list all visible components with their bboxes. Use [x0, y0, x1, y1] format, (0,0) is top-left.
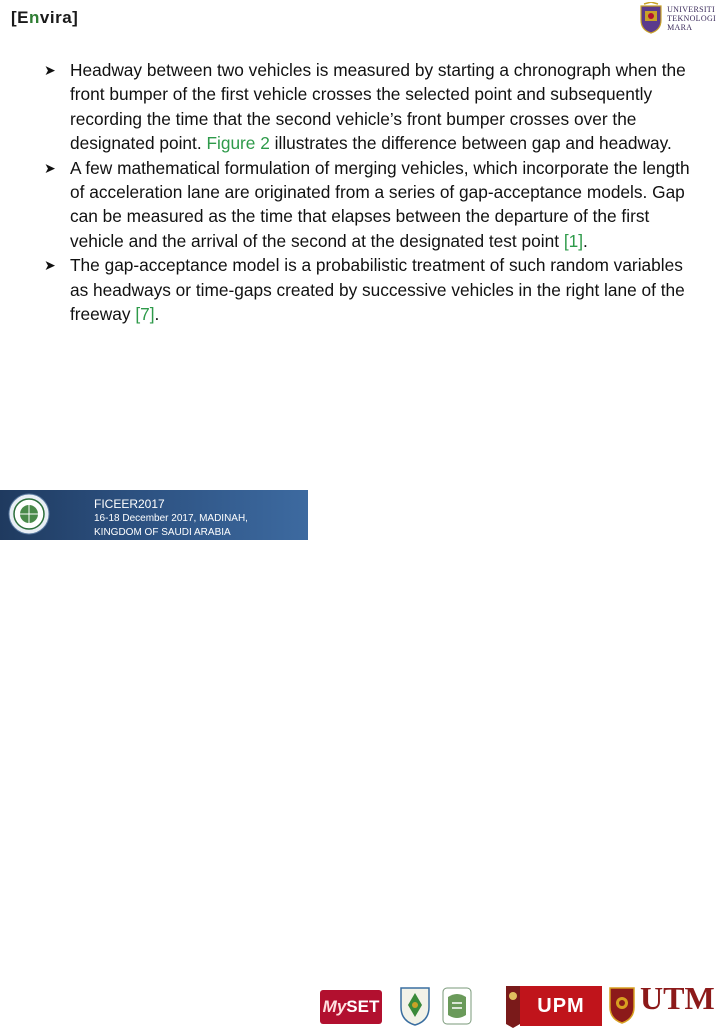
figure-reference-link[interactable]: Figure 2: [206, 133, 270, 154]
uitm-line2: TEKNOLOGI: [667, 13, 716, 23]
myset-logo: [320, 990, 382, 1024]
envira-logo: [11, 8, 78, 28]
logo-text-a: n: [29, 8, 40, 27]
bullet-gap-acceptance: [44, 253, 694, 326]
bullet-text: A few mathematical formulation of merging vehicles, which incorporate the length of acceleration lane are originated from a series of gap-acceptance models. Gap can be measured as the time that elapses between the departure of the first vehicle and the arrival of the second at the designated test point: [70, 157, 690, 251]
myset-my-text: My: [322, 997, 347, 1016]
uitm-logo: [639, 2, 716, 34]
shield-logo-icon: [398, 985, 432, 1027]
bullet-tail: .: [583, 230, 588, 251]
footer: [0, 490, 720, 1017]
bullet-text: The gap-acceptance model is a probabilistic treatment of such random variables as headways or time-gaps created by successive vehicles in the right lane of the freeway: [70, 255, 685, 325]
upm-logo: UPM: [520, 986, 602, 1026]
arrow-bullet-icon: ➤: [44, 159, 56, 176]
bullet-tail: .: [154, 304, 160, 325]
logo-prefix: E: [17, 8, 30, 27]
myset-set-text: SET: [346, 997, 380, 1016]
bullet-merging: [44, 156, 694, 254]
bullet-tail: illustrates the difference between gap and headway.: [269, 133, 672, 154]
utm-logo: UTM: [640, 980, 715, 1016]
footer-conference-band: [0, 490, 308, 540]
citation-link[interactable]: [1]: [563, 230, 584, 251]
uitm-line1: UNIVERSITI: [667, 4, 715, 14]
university-emblem-icon: [440, 985, 474, 1027]
arrow-bullet-icon: ➤: [44, 257, 56, 274]
conference-date-location: 16-18 December 2017, MADINAH, KINGDOM OF SAUDI ARABIA: [94, 513, 248, 538]
citation-link[interactable]: [7]: [135, 304, 155, 325]
uitm-line3: MARA: [667, 22, 693, 32]
uitm-name: [667, 5, 716, 32]
bullet-headway: [44, 58, 694, 156]
logo-bracket-close: ]: [72, 8, 79, 27]
conference-seal-icon: [8, 493, 50, 535]
logo-bracket-open: [: [11, 8, 18, 27]
conference-title: FICEER2017: [94, 497, 165, 511]
logo-text-b: vira: [39, 8, 73, 27]
utm-crest-icon: [608, 985, 636, 1025]
arrow-bullet-icon: ➤: [44, 62, 56, 78]
bullet-text: Headway between two vehicles is measured by starting a chronograph when the front bumper of the first vehicle crosses the selected point and subsequently recording the time that the second vehicle’s front bumper crosses over the designated point.: [70, 60, 686, 154]
university-crest-icon: [639, 2, 663, 34]
slide-body: [44, 58, 694, 326]
